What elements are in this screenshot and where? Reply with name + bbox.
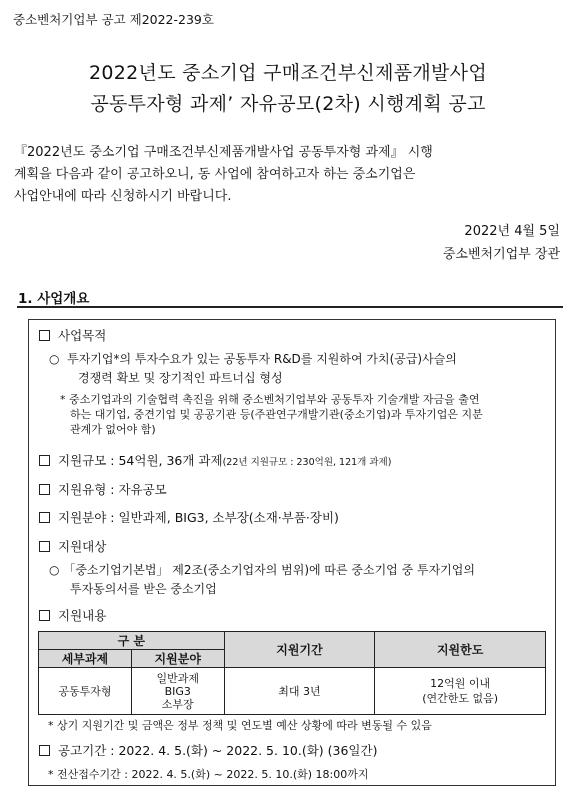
title-line-2: 공동투자형 과제’ 자유공모(2차) 시행계획 공고 [90, 93, 486, 115]
square-bullet-icon [39, 330, 50, 341]
support-target-cont: 투자동의서를 받은 중소기업 [70, 582, 217, 596]
table-header-subtask: 세부과제 [39, 650, 132, 668]
overview-box [28, 319, 556, 786]
purpose-note-3: 관계가 없어야 함) [70, 423, 156, 436]
square-bullet-icon [39, 484, 50, 495]
cell-limit: 12억원 이내 (연간한도 없음) [375, 668, 546, 715]
cell-period: 최대 3년 [224, 668, 375, 715]
square-bullet-icon [39, 455, 50, 466]
circle-bullet-icon: ○ [49, 352, 60, 366]
square-bullet-icon [39, 610, 50, 621]
square-bullet-icon [39, 512, 50, 523]
intro-line-3: 사업안내에 따라 신청하시기 바랍니다. [14, 189, 232, 204]
square-bullet-icon [39, 745, 50, 756]
table-header-field: 지원분야 [131, 650, 224, 668]
support-target-heading: 지원대상 [39, 537, 106, 555]
table-header-limit: 지원한도 [375, 632, 546, 668]
support-content-heading: 지원내용 [39, 606, 106, 624]
intro-line-2: 계획을 다음과 같이 공고하오니, 동 사업에 참여하고자 하는 중소기업은 [14, 167, 416, 182]
support-field: 지원분야 : 일반과제, BIG3, 소부장(소재·부품·장비) [39, 508, 339, 526]
support-target-bullet: ○ 「중소기업기본법」 제2조(중소기업자의 범위)에 따른 중소기업 중 투자기업의 [49, 563, 475, 577]
support-table [38, 631, 546, 715]
announcement-date: 2022년 4월 5일 [464, 224, 560, 239]
cell-field: 일반과제 BIG3 소부장 [131, 668, 224, 715]
purpose-bullet-cont: 경쟁력 확보 및 장기적인 파트너십 형성 [78, 371, 283, 385]
announcement-period: 공고기간 : 2022. 4. 5.(화) ~ 2022. 5. 10.(화) (36일간) [39, 741, 377, 759]
table-header-group: 구 분 [39, 632, 225, 650]
support-scale: 지원규모 : 54억원, 36개 과제(22년 지원규모 : 230억원, 121개 과제) [39, 451, 391, 469]
table-note: * 상기 지원기간 및 금액은 정부 정책 및 연도별 예산 상황에 따라 변동될 수 있음 [48, 719, 432, 732]
section-divider [17, 306, 563, 308]
section-title: 1. 사업개요 [18, 291, 90, 307]
intro-line-1: 『2022년도 중소기업 구매조건부신제품개발사업 공동투자형 과제』 시행 [14, 145, 433, 160]
title-line-1: 2022년도 중소기업 구매조건부신제품개발사업 [88, 62, 487, 84]
purpose-heading: 사업목적 [39, 326, 106, 344]
announcement-number: 중소벤처기업부 공고 제2022-239호 [13, 12, 214, 27]
table-header-period: 지원기간 [224, 632, 375, 668]
online-submission-period: * 전산접수기간 : 2022. 4. 5.(화) ~ 2022. 5. 10.(화) 18:00까지 [48, 768, 369, 781]
table-row [39, 668, 546, 715]
circle-bullet-icon: ○ [49, 563, 60, 577]
purpose-bullet: ○ 투자기업*의 투자수요가 있는 공동투자 R&D를 지원하여 가치(공급)사슬의 [49, 352, 457, 366]
issuer: 중소벤처기업부 장관 [442, 247, 560, 262]
purpose-note-2: 하는 대기업, 중견기업 및 공공기관 등(주관연구개발기관(중소기업)과 투자기업은 지분 [70, 408, 483, 421]
purpose-note-1: * 중소기업과의 기술협력 촉진을 위해 중소벤처기업부와 공동투자 기술개발 자금을 출연 [60, 393, 480, 406]
support-type: 지원유형 : 자유공모 [39, 480, 167, 498]
cell-subtask: 공동투자형 [39, 668, 132, 715]
square-bullet-icon [39, 541, 50, 552]
